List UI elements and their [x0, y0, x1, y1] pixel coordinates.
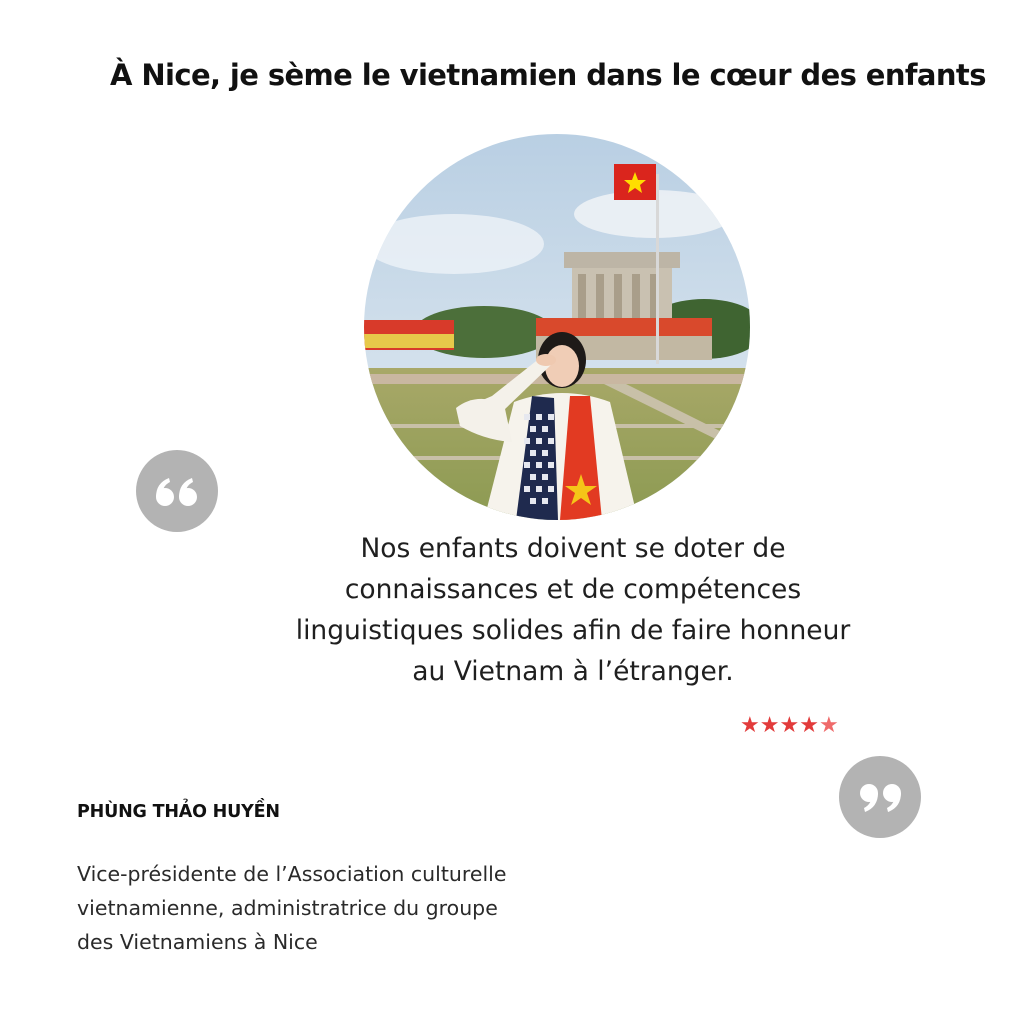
quote-line: linguistiques solides afin de faire honneur — [295, 615, 851, 646]
quote-line: Nos enfants doivent se doter de — [360, 533, 786, 564]
star-icon: ★ — [779, 713, 800, 738]
star-icon: ★ — [799, 713, 819, 738]
author-name: PHÙNG THẢO HUYỀN — [77, 802, 280, 822]
star-icon: ★ — [759, 713, 780, 738]
star-icon: ★ — [818, 713, 839, 738]
portrait-illustration — [364, 134, 750, 520]
open-quote-icon — [136, 450, 218, 532]
close-quote-icon — [839, 756, 921, 838]
author-role — [77, 857, 637, 959]
portrait-photo — [364, 134, 750, 520]
star-rating — [740, 712, 839, 740]
author-role-line: des Vietnamiens à Nice — [77, 930, 318, 954]
page-title: À Nice, je sème le vietnamien dans le cœur des enfants — [110, 58, 986, 92]
author-role-line: vietnamienne, administratrice du groupe — [77, 896, 498, 920]
author-role-line: Vice-présidente de l’Association culturelle — [77, 862, 507, 886]
testimonial-quote — [230, 528, 916, 692]
quote-line: au Vietnam à l’étranger. — [412, 656, 734, 687]
quote-line: connaissances et de compétences — [344, 574, 802, 605]
star-icon: ★ — [740, 713, 760, 738]
